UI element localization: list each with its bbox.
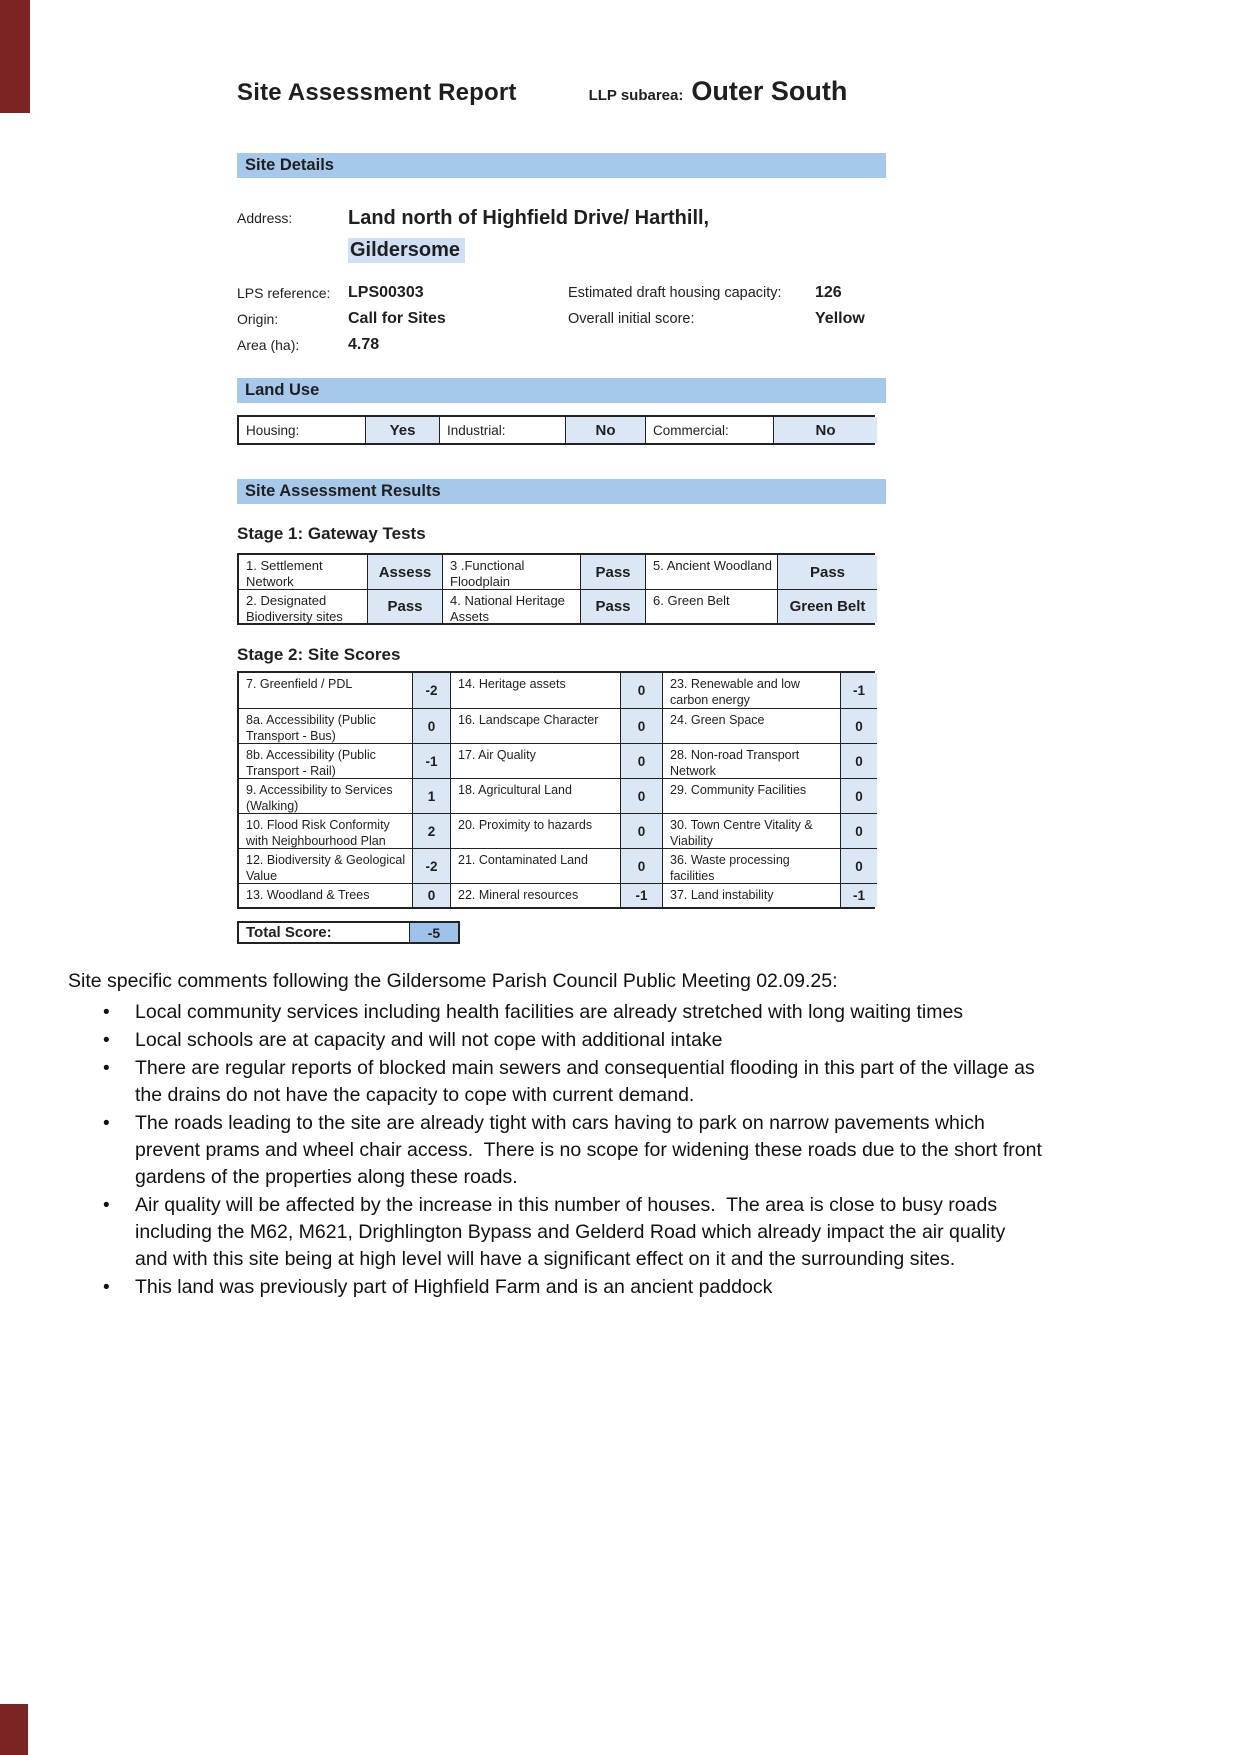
- origin-label: Origin:: [237, 311, 279, 327]
- comment-text: There are regular reports of blocked main sewers and consequential flooding in this part of the village as the drains do not have the capacity to cope with current demand.: [135, 1057, 1041, 1106]
- field-housing-capacity: [568, 280, 865, 306]
- address-row: [237, 202, 886, 266]
- gateway-test-label: 1. Settlement Network: [246, 558, 323, 590]
- address-line2-highlight: Gildersome: [348, 238, 465, 263]
- gateway-test-label: 2. Designated Biodiversity sites: [239, 589, 367, 623]
- gateway-test-label: 6. Green Belt: [645, 589, 777, 623]
- section-header-land-use: Land Use: [237, 378, 886, 403]
- address-line1: Land north of Highfield Drive/ Harthill,: [348, 207, 710, 229]
- area-value: 4.78: [348, 336, 380, 353]
- stage1-heading: Stage 1: Gateway Tests: [237, 524, 426, 543]
- subarea-value: Outer South: [691, 76, 848, 106]
- site-score-label: 16. Landscape Character: [450, 708, 620, 743]
- site-score-label: 37. Land instability: [662, 883, 840, 907]
- site-score-label: 14. Heritage assets: [450, 673, 620, 708]
- address-value: [348, 202, 709, 266]
- housing-capacity-value: 126: [815, 284, 842, 301]
- address-line2-wrap: [348, 234, 709, 266]
- initial-score-label: Overall initial score:: [568, 311, 695, 327]
- comment-text: Air quality will be affected by the increase in this number of houses. The area is close to busy roads including the M62, M621, Drighlington Bypass and Gelderd Road which already impact the air quality and with this site being at high level will have a significant effect on it and the surrounding sites.: [135, 1194, 1011, 1270]
- site-score-value: 0: [620, 708, 662, 743]
- gateway-test-label: 4. National Heritage Assets: [442, 589, 580, 623]
- lps-reference-label: LPS reference:: [237, 285, 331, 301]
- field-origin: [237, 306, 568, 332]
- site-score-label: 8b. Accessibility (Public Transport - Rail): [239, 743, 412, 778]
- site-score-label: 21. Contaminated Land: [450, 848, 620, 883]
- site-score-label: 28. Non-road Transport Network: [662, 743, 840, 778]
- site-score-value: 0: [412, 708, 450, 743]
- site-score-value: -1: [840, 883, 877, 907]
- site-score-value: -1: [840, 673, 877, 708]
- site-score-value: -2: [412, 673, 450, 708]
- stage1-gateway-tests-table: [237, 553, 875, 625]
- stage2-heading: Stage 2: Site Scores: [237, 645, 401, 664]
- section-header-assessment-results: Site Assessment Results: [237, 479, 886, 504]
- fields-right-column: [568, 280, 865, 358]
- site-score-value: 0: [620, 743, 662, 778]
- site-score-label: 10. Flood Risk Conformity with Neighbourhood Plan: [239, 813, 412, 848]
- comment-text: This land was previously part of Highfield Farm and is an ancient paddock: [135, 1276, 773, 1298]
- land-use-industrial-label: Industrial:: [439, 417, 565, 443]
- area-label: Area (ha):: [237, 337, 300, 353]
- address-label: Address:: [237, 210, 293, 226]
- comment-text: The roads leading to the site are already tight with cars having to park on narrow pavements which prevent prams and wheel chair access. There is no scope for widening these roads due to the short front gardens of the properties along these roads.: [135, 1112, 1048, 1188]
- comment-item: [103, 1192, 1043, 1273]
- comment-item: [103, 1274, 1043, 1301]
- land-use-industrial-value: No: [565, 417, 645, 443]
- comment-item: [103, 1110, 1048, 1191]
- gateway-test-result: Pass: [777, 555, 877, 589]
- subarea: [589, 76, 848, 107]
- site-score-label: 9. Accessibility to Services (Walking): [239, 778, 412, 813]
- page-edge-decoration-top: [0, 0, 30, 113]
- field-area: [237, 332, 568, 358]
- site-score-value: 0: [840, 708, 877, 743]
- comment-item: [103, 999, 1043, 1026]
- gateway-test-result: Pass: [580, 589, 645, 623]
- site-detail-fields: [237, 280, 886, 358]
- site-score-value: 2: [412, 813, 450, 848]
- site-score-label: 22. Mineral resources: [450, 883, 620, 907]
- section-header-site-details: Site Details: [237, 153, 886, 178]
- site-score-value: 1: [412, 778, 450, 813]
- land-use-commercial-label: Commercial:: [645, 417, 773, 443]
- initial-score-value: Yellow: [815, 310, 865, 327]
- total-score-value: -5: [410, 923, 458, 942]
- subarea-label: LLP subarea:: [588, 87, 684, 104]
- comment-text: Local schools are at capacity and will not cope with additional intake: [135, 1029, 723, 1051]
- report-header: [237, 76, 886, 107]
- site-score-label: 23. Renewable and low carbon energy: [662, 673, 840, 708]
- site-score-label: 7. Greenfield / PDL: [246, 677, 353, 691]
- site-score-label: 17. Air Quality: [450, 743, 620, 778]
- site-score-label: 12. Biodiversity & Geological Value: [239, 848, 412, 883]
- site-score-value: 0: [840, 813, 877, 848]
- land-use-table: [237, 415, 875, 445]
- comment-text: Local community services including health facilities are already stretched with long waiting times: [135, 1001, 964, 1023]
- site-score-value: 0: [620, 813, 662, 848]
- site-score-value: 0: [620, 848, 662, 883]
- comments-list: [103, 999, 1048, 1301]
- site-score-value: 0: [412, 883, 450, 907]
- gateway-test-label: 3 .Functional Floodplain: [442, 555, 580, 589]
- site-score-label: 13. Woodland & Trees: [239, 883, 412, 907]
- site-score-label: 29. Community Facilities: [662, 778, 840, 813]
- field-initial-score: [568, 306, 865, 332]
- gateway-test-result: Assess: [367, 555, 442, 589]
- site-comments-section: [68, 968, 1048, 1301]
- comments-intro: Site specific comments following the Gildersome Parish Council Public Meeting 02.09.25:: [68, 970, 838, 992]
- site-score-value: 0: [620, 778, 662, 813]
- fields-left-column: [237, 280, 568, 358]
- field-lps-reference: [237, 280, 568, 306]
- site-score-label: 30. Town Centre Vitality & Viability: [662, 813, 840, 848]
- gateway-test-label: 5. Ancient Woodland: [645, 555, 777, 589]
- gateway-test-result: Pass: [367, 589, 442, 623]
- site-score-label: 8a. Accessibility (Public Transport - Bus): [239, 708, 412, 743]
- site-score-value: -1: [412, 743, 450, 778]
- page-edge-decoration-bottom: [0, 1704, 28, 1755]
- site-score-value: 0: [840, 778, 877, 813]
- lps-reference-value: LPS00303: [348, 284, 424, 301]
- site-score-value: -1: [620, 883, 662, 907]
- comment-item: [103, 1055, 1043, 1109]
- stage2-site-scores-table: [237, 671, 875, 909]
- site-score-label: 24. Green Space: [662, 708, 840, 743]
- total-score-label: Total Score:: [239, 923, 410, 942]
- site-score-value: 0: [620, 673, 662, 708]
- site-score-label: 36. Waste processing facilities: [662, 848, 840, 883]
- housing-capacity-label: Estimated draft housing capacity:: [568, 285, 782, 301]
- site-score-label: 20. Proximity to hazards: [450, 813, 620, 848]
- site-score-value: 0: [840, 743, 877, 778]
- report-body: [237, 0, 886, 944]
- comment-item: [103, 1027, 1043, 1054]
- gateway-test-result: Pass: [580, 555, 645, 589]
- site-score-label: 18. Agricultural Land: [450, 778, 620, 813]
- site-score-value: 0: [840, 848, 877, 883]
- gateway-test-result: Green Belt: [777, 589, 877, 623]
- origin-value: Call for Sites: [348, 310, 446, 327]
- page-title: Site Assessment Report: [237, 79, 517, 106]
- land-use-commercial-value: No: [773, 417, 877, 443]
- total-score-row: [237, 921, 460, 944]
- land-use-housing-value: Yes: [365, 417, 439, 443]
- land-use-housing-label: Housing:: [246, 422, 300, 438]
- site-score-value: -2: [412, 848, 450, 883]
